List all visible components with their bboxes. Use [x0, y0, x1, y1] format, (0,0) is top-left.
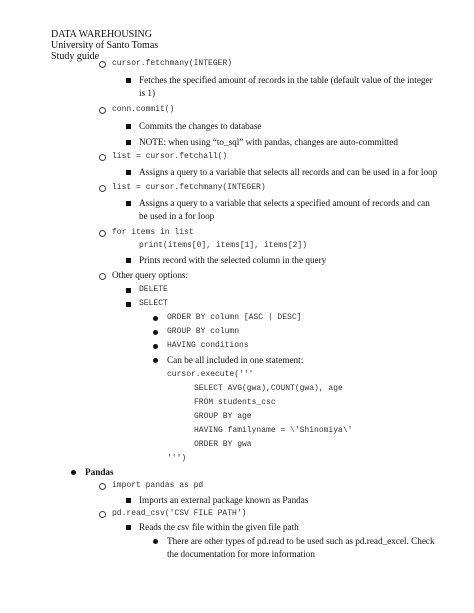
square-bullet [126, 302, 131, 307]
square-bullet [126, 140, 131, 145]
list-fetchmany-code: list = cursor.fetchmany(INTEGER) [112, 183, 266, 192]
circle-bullet [99, 185, 106, 192]
doc-subtitle: Study guide [51, 51, 100, 62]
select-keyword: SELECT [139, 299, 168, 308]
execute-code-3: FROM students_csc [194, 398, 276, 407]
square-bullet [126, 258, 131, 263]
dot-bullet [153, 330, 158, 335]
for-desc: Prints record with the selected column in the query [139, 255, 327, 265]
fetchall-desc: Assigns a query to a variable that selects all records and can be used in a for loop [139, 167, 438, 177]
commit-code: conn.commit() [112, 105, 175, 114]
fetchmany-code: cursor.fetchmany(INTEGER) [112, 59, 233, 68]
fetchmany-desc-1: Fetches the specified amount of records in the table (default value of the integer [139, 75, 433, 85]
circle-bullet [99, 107, 106, 114]
other-types-desc-1: There are other types of pd.read to be used such as pd.read_excel. Check [167, 536, 435, 546]
having-keyword: HAVING conditions [167, 341, 249, 350]
commit-note: NOTE: when using “to_sql” with pandas, changes are auto-committed [139, 137, 398, 147]
import-pandas-code: import pandas as pd [112, 481, 204, 490]
pandas-heading: Pandas [85, 467, 114, 477]
execute-code-6: ORDER BY gwa [194, 440, 252, 449]
square-bullet [126, 201, 131, 206]
execute-code-5: HAVING familyname = \'Shinomiya\' [194, 426, 353, 435]
circle-bullet [99, 61, 106, 68]
square-bullet [126, 288, 131, 293]
order-by-keyword: ORDER BY column [ASC | DESC] [167, 313, 302, 322]
list-fetchmany-desc-1: Assigns a query to a variable that selects a specified amount of records and can [139, 198, 430, 208]
dot-bullet [153, 358, 158, 363]
fetchmany-desc-2: is 1) [139, 88, 156, 98]
execute-code-2: SELECT AVG(gwa),COUNT(gwa), age [194, 384, 343, 393]
dot-bullet [153, 344, 158, 349]
circle-bullet [99, 154, 106, 161]
doc-title: DATA WAREHOUSING [51, 29, 152, 40]
square-bullet [126, 498, 131, 503]
execute-code-7: ''') [167, 454, 187, 463]
group-by-keyword: GROUP BY column [167, 327, 240, 336]
list-fetchmany-desc-2: be used in a for loop [139, 211, 215, 221]
circle-bullet [99, 273, 106, 280]
dot-bullet [153, 316, 158, 321]
for-code-1: for items in list [112, 228, 194, 237]
circle-bullet [99, 230, 106, 237]
all-in-one-label: Can be all included in one statement: [167, 355, 304, 365]
delete-keyword: DELETE [139, 285, 168, 294]
square-bullet [126, 170, 131, 175]
commit-desc: Commits the changes to database [139, 121, 262, 131]
square-bullet [126, 525, 131, 530]
execute-code-4: GROUP BY age [194, 412, 252, 421]
for-code-2: print(items[0], items[1], items[2]) [139, 241, 308, 250]
other-options-label: Other query options: [112, 270, 189, 280]
square-bullet [126, 124, 131, 129]
doc-university: University of Santo Tomas [51, 40, 159, 51]
dot-bullet [153, 539, 158, 544]
dot-bullet [71, 470, 76, 475]
execute-code-1: cursor.execute(''' [167, 370, 254, 379]
fetchall-code: list = cursor.fetchall() [112, 152, 228, 161]
circle-bullet [99, 511, 106, 518]
import-pandas-desc: Imports an external package known as Pandas [139, 495, 309, 505]
read-csv-desc: Reads the csv file within the given file path [139, 522, 299, 532]
other-types-desc-2: the documentation for more information [167, 549, 315, 559]
square-bullet [126, 78, 131, 83]
read-csv-code: pd.read_csv('CSV FILE PATH') [112, 509, 247, 518]
circle-bullet [99, 483, 106, 490]
